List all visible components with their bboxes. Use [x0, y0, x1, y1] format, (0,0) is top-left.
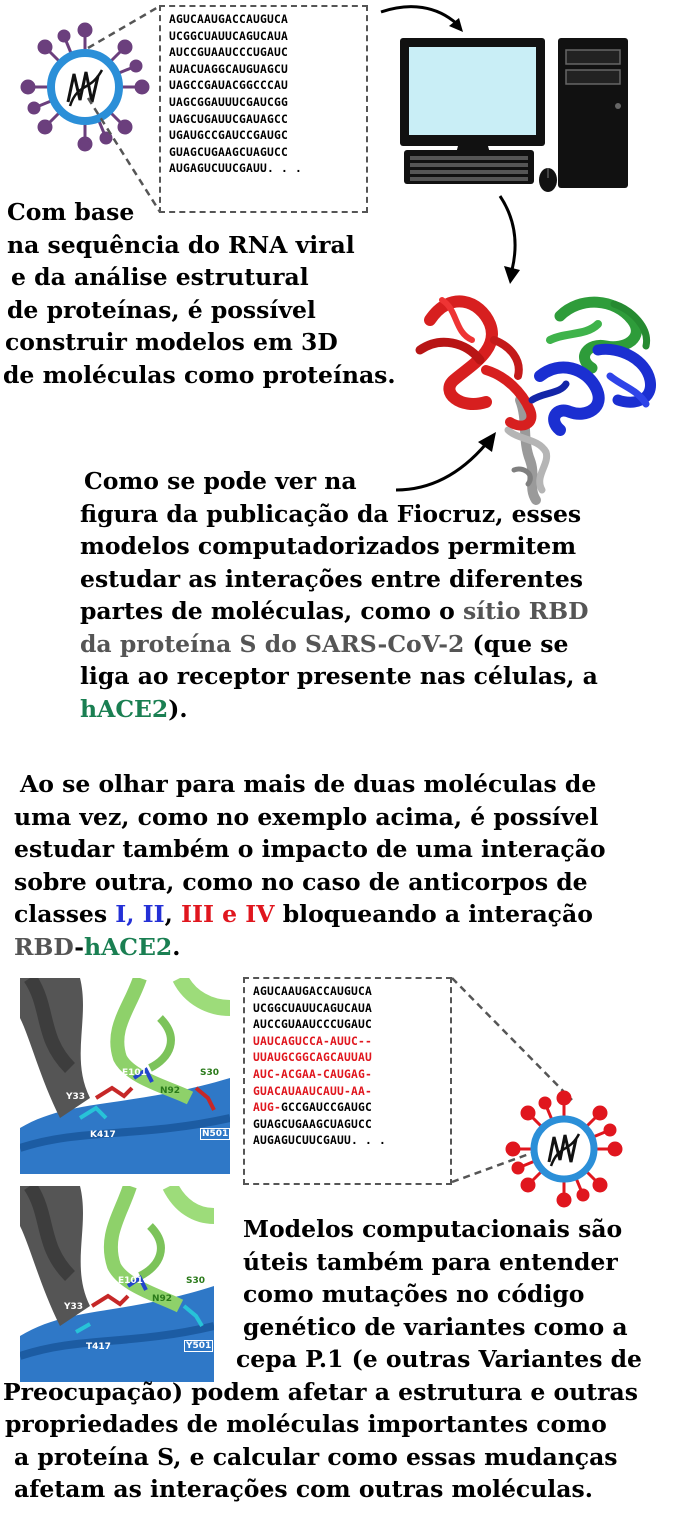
residue-label: Y501 — [186, 1341, 212, 1351]
mutated-sequence-segment: AUG- — [253, 1101, 282, 1115]
sequence-line: AUGAGUCUUCGAUU. . . — [169, 162, 303, 176]
arrow-to-protein-icon — [480, 190, 540, 290]
residue-label: E101 — [118, 1276, 143, 1286]
variants-paragraph — [0, 1213, 642, 1506]
residue-label: N92 — [152, 1294, 173, 1304]
text-line: de proteínas, é possível — [7, 295, 316, 324]
text-line: liga ao receptor presente nas células, a — [80, 662, 598, 690]
text-line: figura da publicação da Fiocruz, esses — [80, 499, 582, 528]
text-line: Ao se olhar para mais de duas moléculas de — [20, 770, 597, 798]
text-line: uma vez, como no exemplo acima, é possível — [14, 802, 599, 831]
rbd-highlight: RBD — [14, 932, 75, 961]
text-line: e da análise estrutural — [11, 263, 309, 291]
antibody-class-red-highlight: III e IV — [181, 900, 275, 928]
sequence-line — [253, 1100, 442, 1117]
text-line: genético de variantes como a — [243, 1312, 628, 1341]
text-segment: (que se — [464, 629, 569, 658]
spike-protein-highlight: da proteína S do SARS-CoV-2 — [80, 629, 465, 658]
antibody-paragraph — [0, 768, 606, 963]
fiocruz-paragraph — [0, 465, 598, 725]
text-line — [0, 931, 606, 964]
text-line: úteis também para entender — [243, 1247, 618, 1276]
residue-label: S30 — [200, 1068, 220, 1078]
sequence-line: AUACUAGGCAUGUAGCU — [169, 62, 289, 76]
residue-label: Y33 — [64, 1302, 84, 1312]
intro-paragraph — [0, 196, 396, 391]
structure-panel-k417-n501 — [20, 978, 230, 1174]
sequence-line: AUCCGUAAUCCCUGAUC — [169, 46, 289, 60]
sequence-line: AGUCAAUGACCAUGUCA — [169, 13, 289, 26]
text-segment: bloqueando a interação — [274, 900, 593, 928]
text-line: modelos computadorizados permitem — [80, 532, 577, 560]
rbd-site-highlight: sítio RBD — [462, 597, 589, 625]
text-line: a proteína S, e calcular como essas mudanças — [14, 1442, 618, 1471]
sequence-line: AUGAGUCUUCGAUU. . . — [253, 1134, 387, 1148]
residue-label: T417 — [86, 1342, 111, 1352]
text-line — [0, 693, 598, 726]
residue-label: Y33 — [66, 1092, 86, 1102]
hace2-highlight: hACE2 — [80, 694, 169, 723]
text-line: sobre outra, como no caso de anticorpos de — [14, 867, 588, 896]
residue-label: N501 — [202, 1129, 229, 1139]
text-line: propriedades de moléculas importantes como — [5, 1410, 607, 1438]
text-line — [0, 898, 606, 931]
text-segment: , — [164, 900, 182, 928]
sequence-line: UAGCUGAUUCGAUAGCC — [169, 112, 289, 126]
sequence-line: UCGGCUAUUCAGUCAUA — [169, 29, 289, 43]
sequence-line: GUAGCUGAAGCUAGUCC — [253, 1117, 373, 1131]
sequence-line: UGAUGCCGAUCCGAUGC — [169, 129, 289, 143]
mutated-sequence-line: UUAUGCGGCAGCAUUAU — [253, 1051, 373, 1065]
text-line — [0, 595, 598, 628]
rna-sequence-box — [159, 5, 368, 213]
mutated-sequence-line: UAUCAGUCCA-AUUC-- — [253, 1034, 373, 1048]
antibody-class-blue-highlight: I, II — [115, 900, 165, 928]
text-segment: ). — [168, 694, 188, 723]
text-segment: classes — [14, 900, 116, 928]
text-line: afetam as interações com outras moléculas. — [14, 1475, 593, 1503]
virus-red-icon — [505, 1090, 623, 1208]
text-line: Com base — [7, 198, 135, 226]
sequence-line: UAGCCGAUACGGCCCAU — [169, 79, 289, 93]
text-line: Preocupação) podem afetar a estrutura e outras — [3, 1377, 638, 1406]
residue-label: N92 — [160, 1086, 181, 1096]
mutated-sequence-line: AUC-ACGAA-CAUGAG- — [253, 1067, 373, 1081]
text-line: Modelos computacionais são — [243, 1215, 623, 1243]
residue-label: K417 — [90, 1130, 116, 1140]
sequence-line: UAGCGGAUUUCGAUCGG — [169, 95, 289, 109]
computer-icon — [398, 30, 660, 200]
sequence-line: AUCCGUAAUCCCUGAUC — [253, 1018, 373, 1032]
text-line: Como se pode ver na — [84, 467, 357, 495]
text-segment: - — [74, 932, 84, 961]
text-line — [0, 628, 598, 661]
sequence-line: GUAGCUGAAGCUAGUCC — [169, 145, 289, 159]
text-line: cepa P.1 (e outras Variantes de — [236, 1345, 643, 1373]
text-line: na sequência do RNA viral — [7, 230, 355, 259]
text-line: de moléculas como proteínas. — [3, 360, 396, 389]
text-line: construir modelos em 3D — [5, 328, 338, 356]
residue-label: E101 — [122, 1068, 147, 1078]
mutated-rna-sequence-box — [243, 977, 452, 1185]
residue-label: S30 — [186, 1276, 206, 1286]
text-line: estudar também o impacto de uma interação — [14, 835, 606, 863]
text-line: estudar as interações entre diferentes — [80, 564, 584, 593]
text-line: como mutações no código — [243, 1280, 585, 1308]
mutated-sequence-line: GUACAUAAUCAUU-AA- — [253, 1084, 373, 1098]
sequence-line: AGUCAAUGACCAUGUCA — [253, 985, 373, 998]
sequence-line: UCGGCUAUUCAGUCAUA — [253, 1001, 373, 1015]
text-segment: partes de moléculas, como o — [80, 597, 463, 625]
text-segment: . — [172, 932, 181, 961]
sequence-segment: GCCGAUCCGAUGC — [281, 1101, 373, 1115]
hace2-highlight: hACE2 — [83, 932, 173, 961]
virus-to-sequence-connector — [0, 0, 170, 220]
